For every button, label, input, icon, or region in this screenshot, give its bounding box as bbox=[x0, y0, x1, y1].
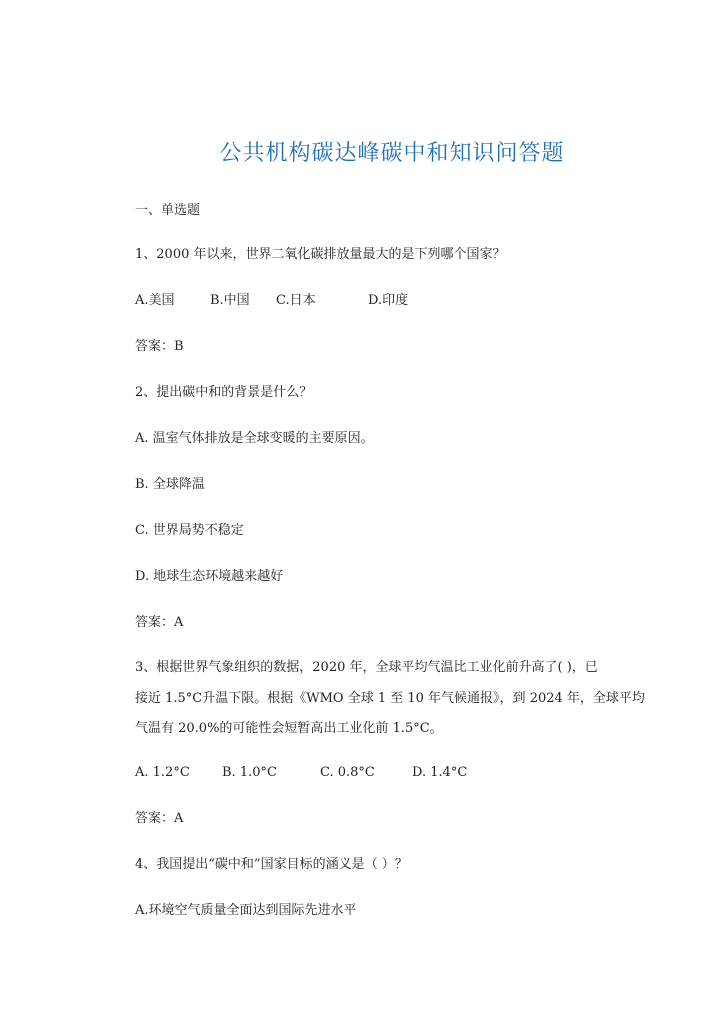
q3-answer: 答案：A bbox=[135, 811, 184, 826]
q1-option-b: B.中国 bbox=[210, 293, 250, 308]
q1-option-c: C.日本 bbox=[276, 293, 316, 308]
question-3-line-3: 气温有 20.0%的可能性会短暂高出工业化前 1.5°C。 bbox=[135, 721, 443, 736]
q2-option-a: A. 温室气体排放是全球变暖的主要原因。 bbox=[135, 431, 374, 446]
q2-answer: 答案：A bbox=[135, 615, 184, 630]
question-4: 4、我国提出“碳中和”国家目标的涵义是（ ）？ bbox=[135, 857, 408, 872]
section-heading: 一、单选题 bbox=[135, 203, 201, 218]
q1-option-a: A.美国 bbox=[135, 293, 175, 308]
q3-option-a: A. 1.2°C bbox=[135, 765, 190, 780]
question-2: 2、提出碳中和的背景是什么？ bbox=[135, 385, 313, 400]
q3-option-b: B. 1.0°C bbox=[222, 765, 277, 780]
q2-option-c: C. 世界局势不稳定 bbox=[135, 523, 244, 538]
q3-option-c: C. 0.8°C bbox=[320, 765, 375, 780]
question-1: 1、2000 年以来，世界二氧化碳排放量最大的是下列哪个国家？ bbox=[135, 247, 506, 262]
question-3-line-2: 接近 1.5°C升温下限。根据《WMO 全球 1 至 10 年气候通报》，到 2024 年，全球平均 bbox=[135, 691, 645, 706]
q1-option-d: D.印度 bbox=[368, 293, 409, 308]
q2-option-b: B. 全球降温 bbox=[135, 477, 205, 492]
q4-option-a: A.环境空气质量全面达到国际先进水平 bbox=[135, 903, 357, 918]
question-3-line-1: 3、根据世界气象组织的数据，2020 年，全球平均气温比工业化前升高了( )，已 bbox=[135, 660, 598, 675]
q2-option-d: D. 地球生态环境越来越好 bbox=[135, 569, 284, 584]
q1-answer: 答案：B bbox=[135, 339, 184, 354]
q3-option-d: D. 1.4°C bbox=[412, 765, 468, 780]
document-title: 公共机构碳达峰碳中和知识问答题 bbox=[219, 141, 565, 166]
